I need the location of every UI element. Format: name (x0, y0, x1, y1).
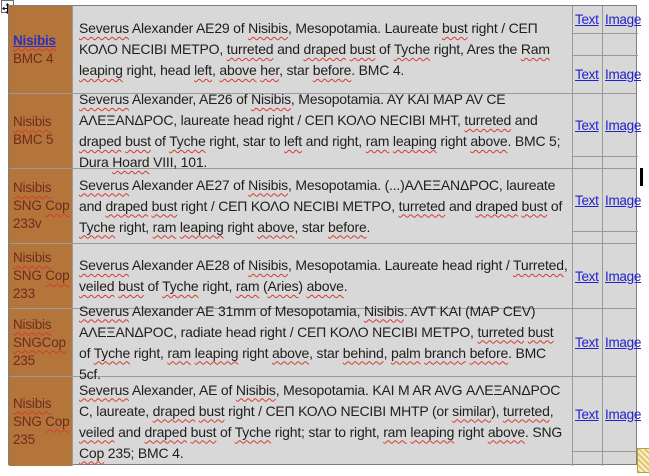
description-cell (73, 6, 573, 93)
table-row (9, 302, 642, 382)
image-link[interactable]: Image (605, 117, 642, 133)
ref-cell (9, 244, 73, 308)
ref-line: BMC 4 (13, 50, 54, 66)
empty-cell (573, 157, 603, 168)
coin-description: Severus Alexander AE29 of Nisibis, Mesopotamia. Laureate bust right / CEΠ ΚΟΛΟ NECIBI METPO, turreted and draped bust of Tyche right, Ares the Ram leaping right, head left, above her, star before. BMC 4. (79, 20, 550, 78)
text-link-cell (573, 244, 603, 308)
empty-cell (603, 34, 638, 55)
image-link[interactable]: Image (605, 268, 642, 284)
coin-description: Severus Alexander AE 31mm of Mesopotamia, Nisibis. AVT KAI (MAP CEV) ΑΛΕΞΑΝΔΡΟC, radiate head right / CEΠ ΚΟΛΟ NECIBI METPO, turreted bust of Tyche right, ram leaping right above, star behind, palm branch before. BMC 5cf. (79, 302, 554, 382)
link-subrow (573, 244, 642, 308)
text-link[interactable]: Text (575, 67, 599, 82)
empty-cell (573, 232, 603, 243)
coin-description: Severus Alexander, AE26 of Nisibis, Mesopotamia. AY KAI MAP AV CE ΑΛΕΞΑΝΔΡΟC, laureate head right / CEΠ ΚΟΛΟ NECIBI MHT, turreted and draped bust of Tyche right, star to left and right, ram leaping right above. BMC 5; Dura Hoard VIII, 101. (79, 91, 561, 170)
ref-cell (9, 94, 73, 168)
empty-subrow (573, 34, 638, 56)
image-link-cell (603, 94, 642, 156)
text-link[interactable]: Text (575, 335, 599, 350)
text-cursor (640, 168, 643, 186)
text-link[interactable]: Text (575, 268, 599, 284)
link-subrow (573, 169, 642, 232)
table-row (9, 91, 642, 170)
coin-description: Severus Alexander AE28 of Nisibis, Mesopotamia. Laureate head right / Turreted, veiled bust of Tyche right, ram (Aries) above. (79, 257, 568, 294)
ref-line: 233 (13, 286, 35, 301)
ref-cell (9, 377, 73, 466)
ref-line: BMC 5 (13, 132, 54, 147)
empty-cell (603, 157, 638, 168)
image-link[interactable]: Image (605, 335, 642, 350)
description-cell (73, 169, 573, 243)
links-cell (573, 377, 642, 466)
nisibis-link[interactable]: Nisibis (13, 32, 56, 48)
ref-line: Nisibis (13, 395, 52, 411)
ref-line: 233v (13, 216, 42, 231)
link-subrow (573, 94, 642, 157)
links-cell (573, 94, 642, 168)
links-cell (573, 169, 642, 243)
text-link-cell (573, 377, 603, 451)
description-cell (73, 91, 573, 170)
text-link[interactable]: Text (575, 12, 599, 27)
link-subrow (573, 377, 642, 452)
ref-line: 235 (13, 352, 35, 368)
ref-line: Nisibis (13, 316, 52, 332)
coin-table (8, 5, 642, 465)
image-link[interactable]: Image (605, 67, 642, 82)
ref-cell (9, 6, 73, 93)
link-subrow (573, 6, 642, 34)
image-link-cell (603, 56, 642, 93)
text-link-cell (573, 169, 603, 231)
image-link[interactable]: Image (605, 406, 642, 422)
table-row (9, 244, 642, 309)
image-link-cell (603, 169, 642, 231)
coin-description: Severus Alexander, AE of Nisibis, Mesopotamia. KAI M AR AVG ΑΛΕΞΑΝΔΡΟC C, laureate, draped bust right / CEΠ ΚΟΛΟ NECIBI MHTP (or similar), turreted, veiled and draped bust of Tyche right; star to right, ram leaping right above. SNG Cop 235; BMC 4. (79, 381, 563, 461)
ref-line: Nisibis (13, 180, 52, 195)
links-cell (573, 309, 642, 376)
empty-cell (603, 452, 638, 466)
links-cell (573, 244, 642, 308)
table-row (9, 169, 642, 244)
empty-cell (603, 232, 638, 243)
ref-line: SNGCop (13, 334, 66, 350)
ref-line: 235 (13, 431, 35, 447)
empty-subrow (573, 232, 638, 243)
ref-line: SNG Cop (13, 268, 70, 283)
image-link-cell (603, 244, 642, 308)
description-cell (73, 302, 573, 382)
text-link[interactable]: Text (575, 117, 599, 133)
ref-line: Nisibis (13, 114, 52, 129)
ref-line: SNG Cop (13, 413, 70, 429)
text-link-cell (573, 94, 603, 156)
empty-subrow (573, 157, 638, 168)
dotted-corner-handle[interactable] (637, 448, 649, 473)
text-link[interactable]: Text (575, 406, 599, 422)
image-link[interactable]: Image (605, 192, 642, 208)
links-cell (573, 6, 642, 93)
table-row (9, 6, 642, 94)
ref-cell (9, 169, 73, 243)
coin-description: Severus Alexander AE27 of Nisibis, Mesopotamia. (...)ΑΛΕΞΑΝΔΡΟC, laureate and draped bust right / CEΠ ΚΟΛΟ NECIBI METPO, turreted and draped bust of Tyche right, ram leaping right above, star before. (79, 176, 563, 235)
ref-cell (9, 309, 73, 376)
image-link[interactable]: Image (605, 12, 642, 27)
image-link-cell (603, 309, 642, 376)
empty-cell (573, 34, 603, 55)
ref-line: SNG Cop (13, 198, 70, 213)
link-subrow (573, 56, 642, 93)
ref-line: Nisibis (13, 250, 52, 265)
table-row (9, 377, 642, 466)
image-link-cell (603, 377, 642, 451)
link-subrow (573, 309, 642, 376)
description-cell (73, 377, 573, 466)
image-link-cell (603, 6, 642, 33)
description-cell (73, 244, 573, 308)
text-link-cell (573, 56, 603, 93)
empty-cell (573, 452, 603, 466)
text-link[interactable]: Text (575, 192, 599, 208)
text-link-cell (573, 6, 603, 33)
text-link-cell (573, 309, 603, 376)
empty-subrow (573, 452, 638, 466)
